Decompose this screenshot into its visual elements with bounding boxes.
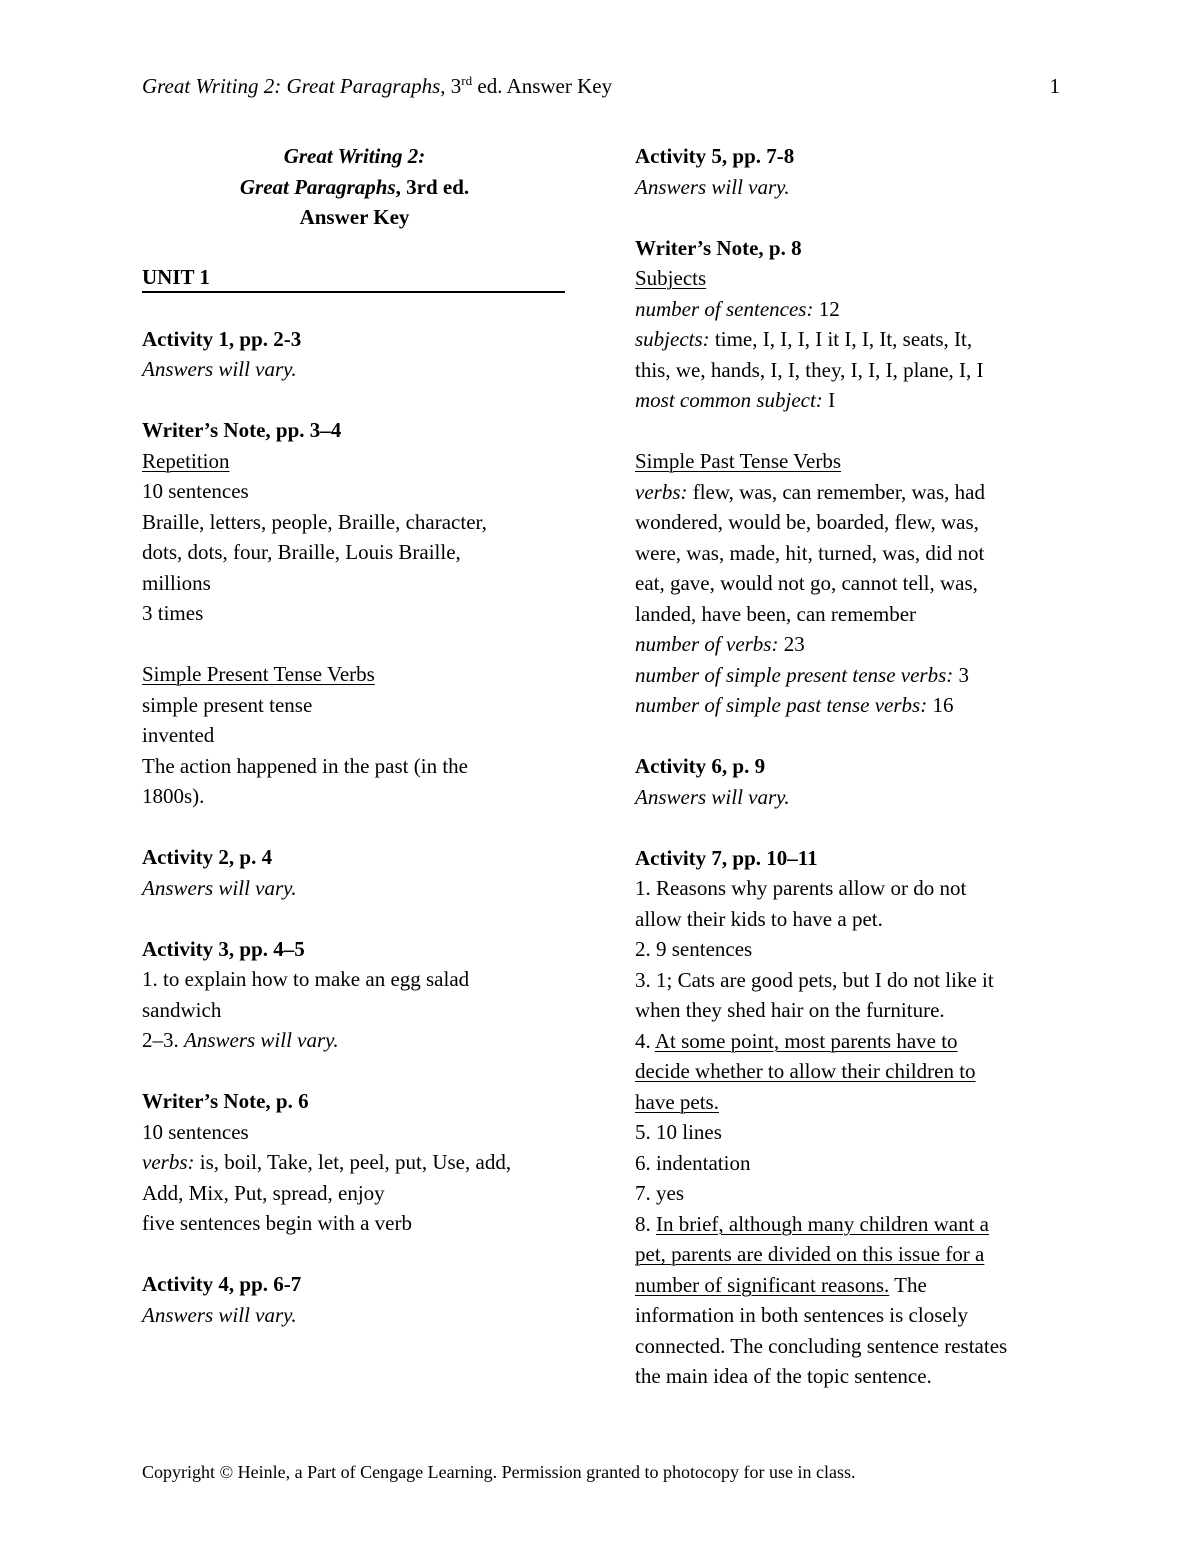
activity7-line xyxy=(635,1026,1065,1057)
right-column xyxy=(635,141,1065,1392)
past-verbs-line: landed, have been, can remember xyxy=(635,601,917,626)
activity6-text: Answers will vary. xyxy=(635,784,790,809)
activity7-line: when they shed hair on the furniture. xyxy=(635,998,945,1022)
repetition-subheading: Repetition xyxy=(142,448,230,473)
item4-underlined: At some point, most parents have to xyxy=(654,1028,958,1053)
simple-present-line: The action happened in the past (in the xyxy=(142,753,468,778)
writers-note-1-line: millions xyxy=(142,570,211,595)
activity2-text: Answers will vary. xyxy=(142,875,297,900)
writers-note-2-verbs xyxy=(142,1147,567,1178)
item8-rest: The xyxy=(889,1272,927,1297)
activity4-heading: Activity 4, pp. 6-7 xyxy=(142,1272,302,1296)
subjects-line xyxy=(635,324,1065,355)
activity7-heading: Activity 7, pp. 10–11 xyxy=(635,845,818,870)
writers-note-1-line: dots, dots, four, Braille, Louis Braille, xyxy=(142,540,461,564)
num-past-label: number of simple past tense verbs: xyxy=(635,693,928,717)
activity1-text: Answers will vary. xyxy=(142,357,297,381)
num-verbs-value: 23 xyxy=(778,632,805,656)
item8-underlined: pet, parents are divided on this issue for a xyxy=(635,1242,985,1266)
doc-title-line1: Great Writing 2: xyxy=(283,144,426,168)
writers-note-1-line: 10 sentences xyxy=(142,479,249,503)
header-edition-number: 3 xyxy=(450,74,462,98)
writers-note-2-line: Add, Mix, Put, spread, enjoy xyxy=(142,1180,385,1205)
activity7-line: 2. 9 sentences xyxy=(635,937,753,961)
doc-title-line3: Answer Key xyxy=(299,205,410,229)
activity7-line: 5. 10 lines xyxy=(635,1120,722,1144)
activity7-line: allow their kids to have a pet. xyxy=(635,906,883,931)
writers-note-2-line: 10 sentences xyxy=(142,1119,249,1144)
writers-note-2-heading: Writer’s Note, p. 6 xyxy=(142,1089,309,1113)
activity7-line xyxy=(635,1209,1065,1240)
simple-present-subheading: Simple Present Tense Verbs xyxy=(142,662,375,686)
activity3-line: 1. to explain how to make an egg salad xyxy=(142,967,470,991)
verbs-list: is, boil, Take, let, peel, put, Use, add, xyxy=(194,1150,512,1174)
num-present-label: number of simple present tense verbs: xyxy=(635,662,954,687)
past-verbs-line: eat, gave, would not go, cannot tell, was, xyxy=(635,571,978,595)
activity7-line xyxy=(635,1056,1065,1087)
num-verbs-label: number of verbs: xyxy=(635,632,779,656)
simple-present-line: 1800s). xyxy=(142,784,205,808)
subjects-label: subjects: xyxy=(635,327,710,351)
header-book-title: Great Writing 2: Great Paragraphs xyxy=(142,74,441,98)
activity4-text: Answers will vary. xyxy=(142,1302,297,1327)
item4-underlined: have pets. xyxy=(635,1089,719,1114)
activity3-line xyxy=(142,1025,567,1056)
activity3-line: sandwich xyxy=(142,997,222,1022)
num-past-value: 16 xyxy=(927,693,954,717)
num-sentences xyxy=(635,294,1065,325)
activity7-line: 6. indentation xyxy=(635,1150,751,1175)
item8-prefix: 8. xyxy=(635,1211,656,1236)
activity1-heading: Activity 1, pp. 2-3 xyxy=(142,326,302,351)
common-subject xyxy=(635,385,1065,416)
copyright-footer: Copyright © Heinle, a Part of Cengage Learning. Permission granted to photocopy for use in class. xyxy=(142,1462,856,1482)
activity7-line: the main idea of the topic sentence. xyxy=(635,1364,932,1388)
header-rest: ed. Answer Key xyxy=(472,74,613,98)
writers-note-2-line: five sentences begin with a verb xyxy=(142,1211,412,1235)
activity3-vary: Answers will vary. xyxy=(184,1028,339,1052)
activity2-heading: Activity 2, p. 4 xyxy=(142,845,273,869)
num-sentences-label: number of sentences: xyxy=(635,296,814,321)
activity7-line: information in both sentences is closely xyxy=(635,1303,969,1327)
running-header xyxy=(142,72,1060,100)
subjects-list: time, I, I, I, I it I, I, It, seats, It, xyxy=(709,327,973,351)
doc-title-book: Great Paragraphs xyxy=(239,174,396,199)
activity6-heading: Activity 6, p. 9 xyxy=(635,754,766,778)
subjects-line: this, we, hands, I, I, they, I, I, I, plane, I, I xyxy=(635,357,984,382)
page-number: 1 xyxy=(1049,74,1060,98)
header-edition-sup: rd xyxy=(461,73,473,88)
past-verbs-line: were, was, made, hit, turned, was, did not xyxy=(635,540,985,565)
item8-underlined: In brief, although many children want a xyxy=(656,1211,989,1236)
activity7-line xyxy=(635,1239,1065,1270)
activity7-line: 1. Reasons why parents allow or do not xyxy=(635,876,967,900)
simple-present-line: invented xyxy=(142,723,215,747)
num-past-verbs xyxy=(635,690,1065,721)
activity5-heading: Activity 5, pp. 7-8 xyxy=(635,144,795,168)
num-verbs xyxy=(635,629,1065,660)
writers-note-1-line: 3 times xyxy=(142,601,204,625)
common-subject-label: most common subject: xyxy=(635,388,823,412)
doc-title-edition: , 3rd ed. xyxy=(395,174,470,199)
common-subject-value: I xyxy=(822,388,836,412)
writers-note-1-line: Braille, letters, people, Braille, character, xyxy=(142,509,487,534)
num-present-value: 3 xyxy=(953,662,969,687)
item4-prefix: 4. xyxy=(635,1028,655,1053)
verbs-label: verbs: xyxy=(142,1150,195,1174)
writers-note-1-heading: Writer’s Note, pp. 3–4 xyxy=(142,418,342,442)
past-verbs-line: wondered, would be, boarded, flew, was, xyxy=(635,510,979,534)
simple-past-subheading: Simple Past Tense Verbs xyxy=(635,449,842,473)
simple-present-line: simple present tense xyxy=(142,692,313,717)
item8-underlined: number of significant reasons. xyxy=(635,1272,890,1297)
activity7-line: 3. 1; Cats are good pets, but I do not like it xyxy=(635,967,994,992)
doc-title-line2 xyxy=(142,172,567,203)
activity7-line: connected. The concluding sentence restates xyxy=(635,1333,1008,1358)
left-column xyxy=(142,141,567,1330)
activity7-line: 7. yes xyxy=(635,1181,684,1205)
activity5-text: Answers will vary. xyxy=(635,174,790,199)
past-verbs-list: flew, was, can remember, was, had xyxy=(687,479,985,504)
activity3-heading: Activity 3, pp. 4–5 xyxy=(142,936,305,961)
past-verbs-label: verbs: xyxy=(635,479,688,504)
activity3-prefix: 2–3. xyxy=(142,1028,184,1052)
header-comma: , xyxy=(440,74,451,98)
subjects-subheading: Subjects xyxy=(635,266,707,290)
writers-note-8-heading: Writer’s Note, p. 8 xyxy=(635,235,802,260)
unit-heading: UNIT 1 xyxy=(142,263,565,293)
activity7-line xyxy=(635,1087,1065,1118)
num-present-verbs xyxy=(635,660,1065,691)
past-verbs-line xyxy=(635,477,1065,508)
num-sentences-value: 12 xyxy=(813,296,840,321)
activity7-line xyxy=(635,1270,1065,1301)
item4-underlined: decide whether to allow their children to xyxy=(635,1059,976,1083)
